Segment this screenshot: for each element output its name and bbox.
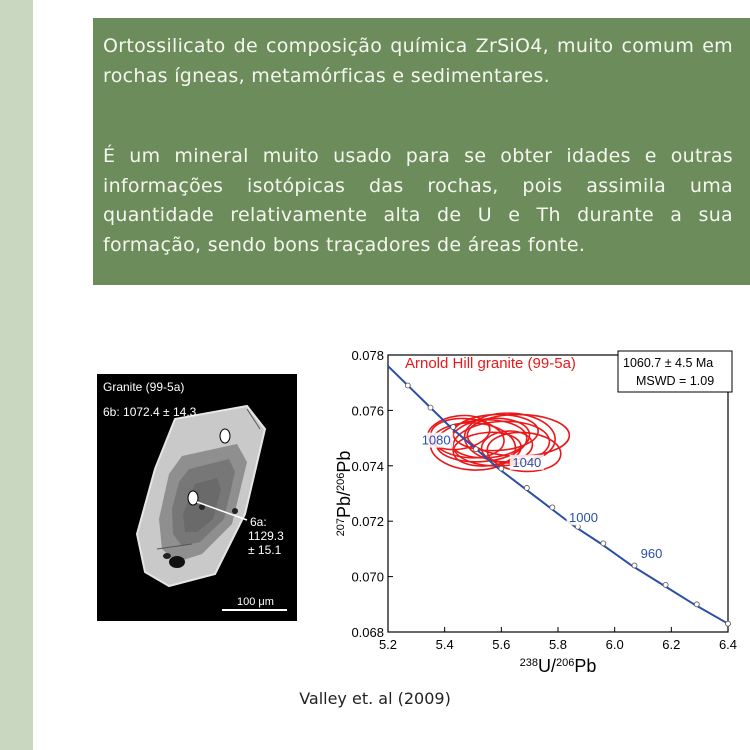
zircon-grain: [137, 406, 265, 586]
y-tick-label: 0.076: [351, 403, 384, 419]
x-axis-label: $^{238}$U/$^{206}$Pb: [519, 656, 597, 676]
age-box-line-2: MSWD = 1.09: [636, 374, 715, 388]
text-box: [93, 18, 750, 285]
concordia-age-label: 1000: [569, 510, 598, 526]
concordia-age-marker: [663, 582, 668, 587]
x-tick-label: 5.4: [435, 637, 454, 652]
concordia-age-marker: [632, 563, 637, 568]
concordia-age-marker: [694, 602, 699, 607]
side-band: [0, 0, 33, 750]
paragraph-2: É um mineral muito usado para se obter idades e outras informações isotópicas das rochas, pois assimila uma quantidade relativamente alta de U e Th durante a sua formação, sendo bons traçadores de áreas fonte.: [103, 145, 733, 256]
scale-label: 100 μm: [237, 596, 274, 608]
concordia-age-marker: [601, 541, 606, 546]
concordia-age-marker: [726, 621, 731, 626]
concordia-age-label: 960: [640, 546, 663, 562]
x-tick-label: 5.2: [378, 637, 398, 652]
concordia-chart: [330, 343, 742, 678]
age-box-line-1: 1060.7 ± 4.5 Ma: [623, 356, 714, 370]
spot-6a-label: 6a:: [250, 515, 267, 529]
concordia-age-marker: [405, 383, 410, 388]
concordia-age-marker: [524, 485, 529, 490]
spot-6a-error: ± 15.1: [248, 543, 282, 557]
y-tick-label: 0.072: [351, 514, 384, 530]
x-tick-label: 6.2: [662, 637, 681, 652]
zircon-image: [97, 374, 297, 621]
y-tick-label: 0.068: [351, 625, 384, 640]
concordia-age-label: 1080: [421, 432, 451, 448]
spot-6a-age: 1129.3: [248, 529, 284, 543]
y-axis-label: $^{207}$Pb/$^{206}$Pb: [334, 450, 354, 537]
concordia-age-marker: [550, 505, 555, 510]
concordia-curve: [388, 366, 728, 624]
concordia-age-marker: [428, 405, 433, 410]
zircon-title: Granite (99-5a): [103, 380, 185, 394]
caption: Valley et. al (2009): [299, 689, 451, 708]
paragraph-1: Ortossilicato de composição química ZrSiO4, muito comum em rochas ígneas, metamórficas e sedimentares.: [103, 35, 733, 87]
concordia-age-marker: [451, 425, 456, 430]
plot-frame: [388, 355, 728, 632]
x-tick-label: 5.8: [548, 637, 568, 652]
concordia-age-marker: [499, 466, 504, 471]
y-tick-label: 0.070: [351, 569, 384, 585]
concordia-age-label: 1040: [512, 454, 542, 470]
y-tick-label: 0.074: [351, 458, 384, 474]
x-tick-label: 5.6: [492, 637, 511, 652]
y-tick-label: 0.078: [351, 348, 384, 363]
chart-title: Arnold Hill granite (99-5a): [405, 355, 576, 372]
x-tick-label: 6.4: [718, 637, 738, 652]
concordia-age-marker: [473, 447, 478, 452]
x-tick-label: 6.0: [605, 637, 624, 652]
spot-6b-label: 6b: 1072.4 ± 14.3: [103, 405, 197, 419]
